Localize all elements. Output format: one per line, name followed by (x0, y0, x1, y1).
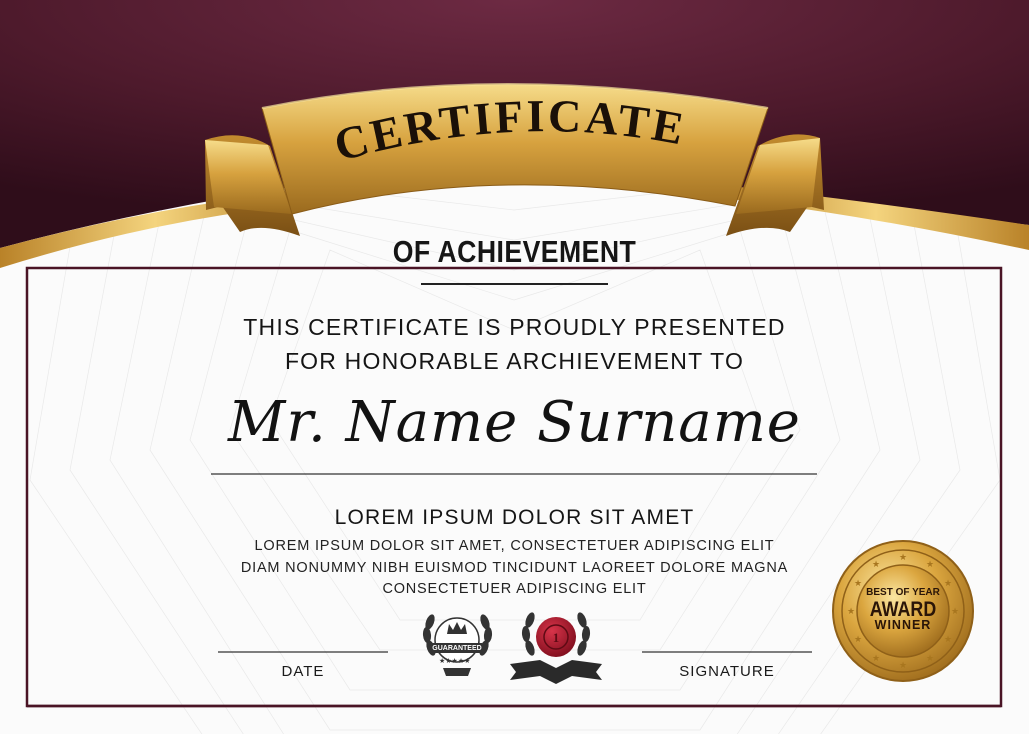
svg-text:★: ★ (898, 553, 908, 563)
ribbon-icon (205, 84, 824, 236)
svg-text:★: ★ (871, 560, 881, 570)
svg-text:★: ★ (853, 635, 863, 645)
svg-text:★: ★ (925, 560, 935, 570)
presented-line-1: THIS CERTIFICATE IS PROUDLY PRESENTED (243, 314, 786, 340)
svg-text:★: ★ (871, 654, 881, 664)
presented-line-2: FOR HONORABLE ARCHIEVEMENT TO (284, 348, 745, 374)
svg-text:★: ★ (898, 661, 908, 671)
body-line-2: DIAM NONUMMY NIBH EUISMOD TINCIDUNT LAOREET DOLORE MAGNA (240, 560, 789, 576)
svg-text:★: ★ (950, 607, 960, 617)
award-line-1: BEST OF YEAR (866, 587, 940, 598)
date-label: DATE (281, 663, 325, 680)
svg-text:★: ★ (925, 654, 935, 664)
svg-text:★: ★ (943, 579, 953, 589)
svg-text:★: ★ (943, 635, 953, 645)
svg-text:★: ★ (846, 607, 856, 617)
certificate-subtitle: OF ACHIEVEMENT (392, 234, 637, 269)
svg-text:★: ★ (853, 579, 863, 589)
recipient-name: Mr. Name Surname (228, 390, 801, 455)
guaranteed-label: GUARANTEED (432, 645, 482, 652)
wax-seal-icon (510, 611, 602, 684)
body-heading: LOREM IPSUM DOLOR SIT AMET (334, 506, 695, 529)
award-line-2: AWARD (869, 598, 937, 621)
body-line-1: LOREM IPSUM DOLOR SIT AMET, CONSECTETUER ADIPISCING ELIT (254, 538, 775, 554)
award-line-3: WINNER (874, 618, 932, 632)
ribbon-title-text: CERTIFICATE (328, 90, 691, 171)
signature-label: SIGNATURE (679, 663, 775, 680)
body-line-3: CONSECTETUER ADIPISCING ELIT (382, 581, 647, 597)
wax-seal-number: 1 (552, 630, 560, 645)
svg-text:★★★★★: ★★★★★ (439, 657, 471, 665)
star-icon (439, 657, 470, 665)
